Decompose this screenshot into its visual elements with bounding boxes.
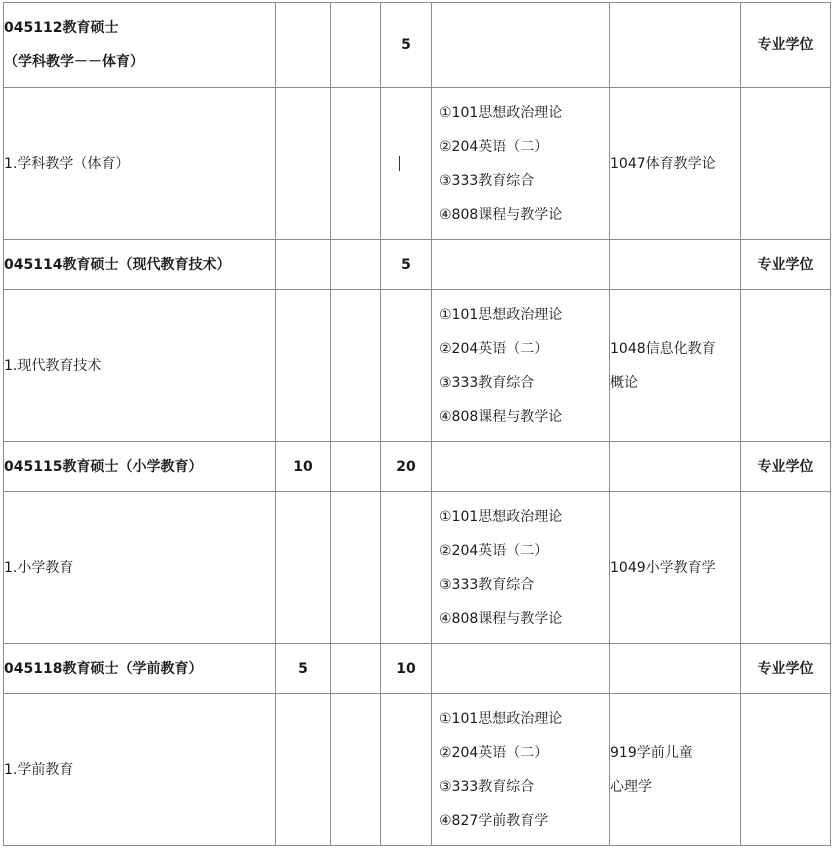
reference-text: 心理学 <box>610 778 652 795</box>
program-code-title: 045115教育硕士（小学教育） <box>4 458 203 475</box>
degree-type-cell: 专业学位 <box>741 442 831 492</box>
program-row <box>4 442 831 492</box>
program-title-cell <box>4 442 276 492</box>
quota-cell-a: 5 <box>276 644 331 694</box>
exam-subject: ①101思想政治理论 <box>439 508 563 525</box>
direction-row <box>4 88 831 240</box>
reference-text: 1047体育教学论 <box>610 155 716 172</box>
exam-subject: ④808课程与教学论 <box>439 610 563 627</box>
admissions-catalog-table <box>3 2 831 846</box>
reference-text: 概论 <box>610 374 638 391</box>
quota-cell-a <box>276 492 331 644</box>
quota-cell-c: 20 <box>381 442 432 492</box>
quota-cell-c <box>381 88 432 240</box>
exam-subject: ④808课程与教学论 <box>439 408 563 425</box>
exam-subject-list <box>432 500 609 636</box>
exam-subject: ③333教育综合 <box>439 374 535 391</box>
degree-type-cell <box>741 492 831 644</box>
program-code-title: 045114教育硕士（现代教育技术） <box>4 256 231 273</box>
direction-name-cell <box>4 290 276 442</box>
exam-subject: ④827学前教育学 <box>439 812 549 829</box>
reference-text: 1048信息化教育 <box>610 340 716 357</box>
reference-cell <box>610 492 741 644</box>
quota-cell-b <box>331 290 381 442</box>
direction-name: 1.学前教育 <box>4 761 74 778</box>
program-code-title: 045118教育硕士（学前教育） <box>4 660 203 677</box>
reference-cell <box>610 644 741 694</box>
exam-subject: ③333教育综合 <box>439 778 535 795</box>
reference-cell <box>610 88 741 240</box>
quota-cell-c: 5 <box>381 3 432 88</box>
direction-name-cell <box>4 492 276 644</box>
direction-row <box>4 694 831 846</box>
reference-cell <box>610 694 741 846</box>
direction-name-cell <box>4 694 276 846</box>
direction-name: 1.现代教育技术 <box>4 357 102 374</box>
quota-cell-b <box>331 88 381 240</box>
reference-cell <box>610 442 741 492</box>
exam-subject: ②204英语（二） <box>439 542 549 559</box>
exam-subject: ①101思想政治理论 <box>439 710 563 727</box>
subjects-cell <box>432 492 610 644</box>
exam-subject-list <box>432 702 609 838</box>
program-title-cell <box>4 240 276 290</box>
subjects-cell <box>432 240 610 290</box>
quota-cell-b <box>331 442 381 492</box>
quota-cell-b <box>331 3 381 88</box>
reference-cell <box>610 290 741 442</box>
quota-cell-a <box>276 240 331 290</box>
exam-subject-list <box>432 96 609 232</box>
degree-type-cell: 专业学位 <box>741 3 831 88</box>
reference-cell <box>610 240 741 290</box>
text-cursor-mark <box>399 156 400 171</box>
subjects-cell <box>432 3 610 88</box>
subjects-cell <box>432 644 610 694</box>
subjects-cell <box>432 88 610 240</box>
program-row <box>4 240 831 290</box>
quota-cell-a <box>276 88 331 240</box>
subjects-cell <box>432 290 610 442</box>
program-title-cell <box>4 644 276 694</box>
program-row <box>4 3 831 88</box>
program-subtitle: （学科教学－－体育） <box>4 54 144 70</box>
subjects-cell <box>432 694 610 846</box>
quota-cell-a <box>276 694 331 846</box>
exam-subject: ④808课程与教学论 <box>439 206 563 223</box>
quota-cell-c <box>381 492 432 644</box>
exam-subject: ①101思想政治理论 <box>439 306 563 323</box>
reference-text: 1049小学教育学 <box>610 559 716 576</box>
reference-cell <box>610 3 741 88</box>
quota-cell-b <box>331 492 381 644</box>
degree-type-cell: 专业学位 <box>741 644 831 694</box>
subjects-cell <box>432 442 610 492</box>
direction-name: 1.小学教育 <box>4 559 74 576</box>
exam-subject: ③333教育综合 <box>439 576 535 593</box>
degree-type-cell: 专业学位 <box>741 240 831 290</box>
degree-type-cell <box>741 88 831 240</box>
degree-type-cell <box>741 290 831 442</box>
quota-cell-a <box>276 3 331 88</box>
direction-name-cell <box>4 88 276 240</box>
exam-subject: ①101思想政治理论 <box>439 104 563 121</box>
quota-cell-c: 10 <box>381 644 432 694</box>
direction-row <box>4 290 831 442</box>
direction-name: 1.学科教学（体育） <box>4 155 130 172</box>
quota-cell-c <box>381 694 432 846</box>
quota-cell-b <box>331 644 381 694</box>
reference-text: 919学前儿童 <box>610 744 693 761</box>
exam-subject: ②204英语（二） <box>439 744 549 761</box>
quota-cell-c: 5 <box>381 240 432 290</box>
quota-cell-b <box>331 694 381 846</box>
quota-cell-c <box>381 290 432 442</box>
quota-cell-a: 10 <box>276 442 331 492</box>
exam-subject-list <box>432 298 609 434</box>
quota-cell-b <box>331 240 381 290</box>
program-row <box>4 644 831 694</box>
quota-cell-a <box>276 290 331 442</box>
program-title-cell <box>4 3 276 88</box>
degree-type-cell <box>741 694 831 846</box>
program-code-title: 045112教育硕士 <box>4 20 119 36</box>
exam-subject: ②204英语（二） <box>439 138 549 155</box>
exam-subject: ③333教育综合 <box>439 172 535 189</box>
exam-subject: ②204英语（二） <box>439 340 549 357</box>
direction-row <box>4 492 831 644</box>
